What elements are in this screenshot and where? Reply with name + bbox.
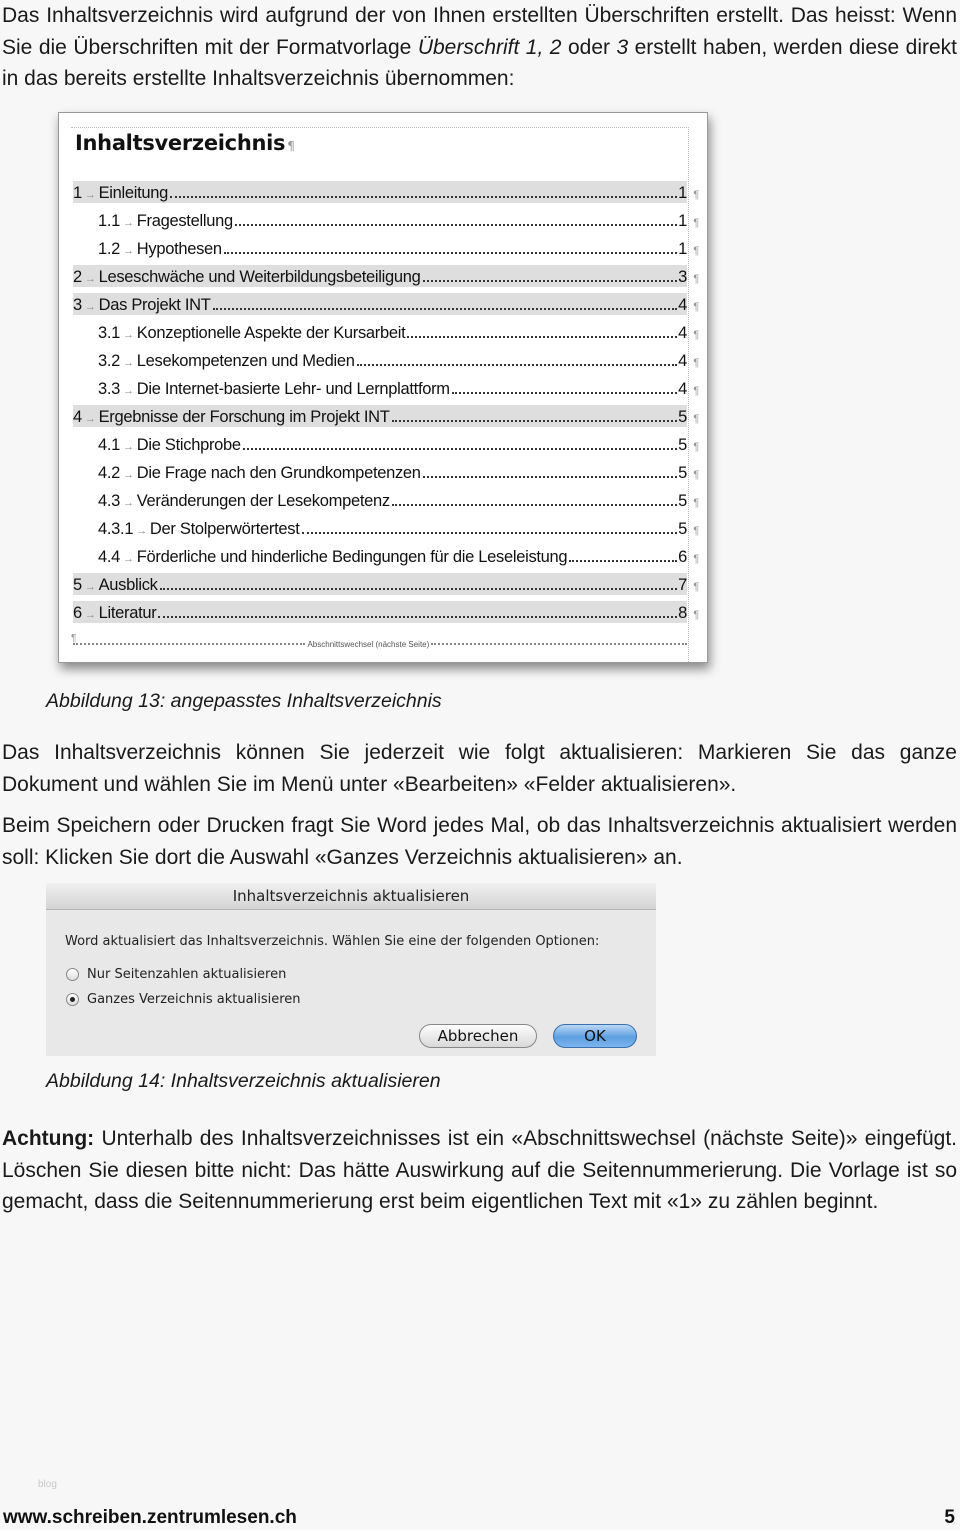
option-whole-toc[interactable] <box>66 992 301 1007</box>
toc-entry-number: 3.2 <box>98 352 121 370</box>
update-toc-dialog <box>46 883 656 1056</box>
toc-entry <box>73 489 699 511</box>
toc-entry-page: 5 <box>678 520 687 538</box>
pilcrow-icon: ¶ <box>693 581 699 593</box>
leader-dots <box>423 476 677 478</box>
toc-entry-text: Die Frage nach den Grundkompetenzen <box>136 464 421 482</box>
toc-entry <box>73 601 699 623</box>
toc-entry-text: Konzeptionelle Aspekte der Kursarbeit <box>136 324 406 342</box>
toc-entry-number: 1 <box>73 184 82 202</box>
toc-entry-number: 1.2 <box>98 240 121 258</box>
toc-entry-number: 4.1 <box>98 436 121 454</box>
toc-entry-text: Veränderungen der Lesekompetenz <box>136 492 390 510</box>
leader-dots <box>407 336 677 338</box>
leader-dots <box>235 224 677 226</box>
radio-selected-icon[interactable] <box>66 993 79 1006</box>
leader-dots <box>392 420 678 422</box>
leader-dots <box>160 588 677 590</box>
toc-entry-page: 4 <box>678 296 687 314</box>
toc-title <box>75 131 295 155</box>
tab-arrow-icon: → <box>84 581 96 593</box>
toc-entry-text: Hypothesen <box>136 240 222 258</box>
intro-emphasis: Überschrift 1, 2 <box>417 35 562 59</box>
leader-dots <box>158 616 677 618</box>
toc-entry-number: 2 <box>73 268 82 286</box>
leader-dots <box>423 280 678 282</box>
warning-label: Achtung: <box>2 1127 95 1150</box>
pilcrow-icon: ¶ <box>693 469 699 481</box>
warning-text: Unterhalb des Inhaltsverzeichnisses ist ein «Abschnittswechsel (nächste Seite)» eingefügt. Löschen Sie diesen bitte nicht: Das hätte Auswirkung auf die Seitennummerierung. Die Vorlage ist so gemacht, dass die Seitennummerierung erst beim eigentlichen Text mit «1» zu zählen beginnt. <box>2 1127 957 1213</box>
radio-icon[interactable] <box>66 968 79 981</box>
intro-text-end: erstellt haben, werden diese direkt in das bereits erstellte Inhaltsverzeichnis übernommen: <box>2 35 958 90</box>
toc-entry <box>73 265 699 287</box>
toc-entry-number: 4.3.1 <box>98 520 134 538</box>
intro-paragraph <box>2 0 957 95</box>
toc-entry-page: 4 <box>678 352 687 370</box>
toc-entry-number: 4.4 <box>98 548 121 566</box>
toc-entry-page: 5 <box>678 492 687 510</box>
toc-entry <box>73 461 699 483</box>
toc-entry-text: Literatur <box>98 604 157 622</box>
toc-entry-page: 1 <box>678 184 687 202</box>
cancel-button[interactable]: Abbrechen <box>419 1024 537 1048</box>
tab-arrow-icon: → <box>123 357 134 369</box>
intro-emphasis-2: 3 <box>616 35 629 59</box>
page-number: 5 <box>944 1507 955 1528</box>
warning-paragraph <box>2 1123 957 1218</box>
save-paragraph: Beim Speichern oder Drucken fragt Sie Word jedes Mal, ob das Inhaltsverzeichnis aktualisiert werden soll: Klicken Sie dort die Auswahl «Ganzes Verzeichnis aktualisieren» an. <box>2 814 957 869</box>
tab-arrow-icon: → <box>84 413 96 425</box>
toc-entry-number: 5 <box>73 576 82 594</box>
pilcrow-icon: ¶ <box>287 139 295 153</box>
leader-dots <box>392 504 677 506</box>
intro-text: Das Inhaltsverzeichnis wird aufgrund der von Ihnen erstellten Überschriften erstellt. Das heisst: Wenn Sie die Überschriften mit der Formatvorlage <box>2 4 957 59</box>
toc-entry-number: 3 <box>73 296 82 314</box>
pilcrow-icon: ¶ <box>693 609 699 621</box>
toc-entry-text: Das Projekt INT <box>98 296 211 314</box>
toc-entry-text: Ergebnisse der Forschung im Projekt INT <box>98 408 390 426</box>
toc-entry-page: 3 <box>678 268 687 286</box>
pilcrow-icon: ¶ <box>693 301 699 313</box>
toc-entry <box>73 237 699 259</box>
section-break-label: Abschnittswechsel (nächste Seite) <box>307 639 430 649</box>
toc-entry <box>73 433 699 455</box>
pilcrow-icon: ¶ <box>693 217 699 229</box>
tab-arrow-icon: → <box>84 273 96 285</box>
toc-entry-page: 8 <box>678 604 687 622</box>
update-paragraph: Das Inhaltsverzeichnis können Sie jederzeit wie folgt aktualisieren: Markieren Sie das ganze Dokument und wählen Sie im Menü unter «Bearbeiten» «Felder aktualisieren». <box>2 741 957 796</box>
toc-entry <box>73 377 699 399</box>
toc-entry <box>73 405 699 427</box>
toc-entry <box>73 545 699 567</box>
pilcrow-icon: ¶ <box>693 329 699 341</box>
pilcrow-icon: ¶ <box>693 245 699 257</box>
figure-caption-14: Abbildung 14: Inhaltsverzeichnis aktualisieren <box>46 1070 441 1092</box>
option-page-numbers[interactable] <box>66 967 286 982</box>
pilcrow-icon: ¶ <box>693 357 699 369</box>
toc-entry-text: Ausblick <box>98 576 158 594</box>
tab-arrow-icon: → <box>123 385 134 397</box>
toc-entry-page: 1 <box>678 212 687 230</box>
toc-entry-number: 6 <box>73 604 82 622</box>
toc-entry-text: Fragestellung <box>136 212 233 230</box>
toc-entry-page: 4 <box>678 380 687 398</box>
watermark: blog <box>38 1479 57 1490</box>
toc-entry-text: Die Stichprobe <box>136 436 241 454</box>
toc-screenshot <box>58 112 708 663</box>
toc-entry-number: 1.1 <box>98 212 121 230</box>
dialog-title: Inhaltsverzeichnis aktualisieren <box>46 883 656 910</box>
leader-dots <box>452 392 677 394</box>
tab-arrow-icon: → <box>136 525 147 537</box>
toc-entry-text: Einleitung <box>98 184 169 202</box>
toc-entry <box>73 349 699 371</box>
tab-arrow-icon: → <box>123 329 134 341</box>
toc-entry-page: 6 <box>678 548 687 566</box>
tab-arrow-icon: → <box>84 301 96 313</box>
ok-button[interactable]: OK <box>553 1024 637 1048</box>
pilcrow-icon: ¶ <box>693 441 699 453</box>
toc-entry-text: Förderliche und hinderliche Bedingungen für die Leseleistung <box>136 548 568 566</box>
toc-entry-text: Lesekompetenzen und Medien <box>136 352 355 370</box>
toc-entry-number: 4 <box>73 408 82 426</box>
tab-arrow-icon: → <box>123 441 134 453</box>
pilcrow-icon: ¶ <box>693 273 699 285</box>
pilcrow-icon: ¶ <box>693 413 699 425</box>
toc-entry-page: 5 <box>678 436 687 454</box>
option-page-numbers-label: Nur Seitenzahlen aktualisieren <box>87 967 287 982</box>
toc-entry-number: 4.3 <box>98 492 121 510</box>
pilcrow-icon: ¶ <box>693 385 699 397</box>
leader-dots <box>357 364 678 366</box>
footer-url[interactable]: www.schreiben.zentrumlesen.ch <box>3 1507 297 1528</box>
toc-entry-page: 4 <box>678 324 687 342</box>
toc-entry <box>73 517 699 539</box>
toc-entry-number: 4.2 <box>98 464 121 482</box>
leader-dots <box>569 560 677 562</box>
toc-entry-page: 1 <box>678 240 687 258</box>
toc-entry <box>73 573 699 595</box>
toc-entry-number: 3.1 <box>98 324 121 342</box>
tab-arrow-icon: → <box>123 469 134 481</box>
pilcrow-icon: ¶ <box>693 189 699 201</box>
tab-arrow-icon: → <box>123 553 134 565</box>
toc-entry-text: Die Internet-basierte Lehr- und Lernplattform <box>136 380 450 398</box>
leader-dots <box>213 308 678 310</box>
pilcrow-icon: ¶ <box>71 633 77 644</box>
toc-entry <box>73 321 699 343</box>
toc-entry-text: Leseschwäche und Weiterbildungsbeteiligung <box>98 268 421 286</box>
pilcrow-icon: ¶ <box>693 525 699 537</box>
toc-entry <box>73 293 699 315</box>
tab-arrow-icon: → <box>123 497 134 509</box>
toc-entry-text: Der Stolperwörtertest <box>149 520 300 538</box>
toc-entry-number: 3.3 <box>98 380 121 398</box>
toc-entry-page: 5 <box>678 408 687 426</box>
pilcrow-icon: ¶ <box>693 497 699 509</box>
tab-arrow-icon: → <box>84 189 96 201</box>
leader-dots <box>243 448 677 450</box>
leader-dots <box>224 252 677 254</box>
figure-caption-13: Abbildung 13: angepasstes Inhaltsverzeichnis <box>46 690 442 712</box>
section-break <box>71 633 687 651</box>
toc-entry-page: 5 <box>678 464 687 482</box>
option-whole-toc-label: Ganzes Verzeichnis aktualisieren <box>87 992 301 1007</box>
toc-title-text: Inhaltsverzeichnis <box>75 131 286 155</box>
toc-entry-page: 7 <box>678 576 687 594</box>
dialog-message: Word aktualisiert das Inhaltsverzeichnis. Wählen Sie eine der folgenden Optionen: <box>65 934 600 949</box>
tab-arrow-icon: → <box>123 245 134 257</box>
intro-text-mid: oder <box>561 35 617 59</box>
toc-entry <box>73 181 699 203</box>
tab-arrow-icon: → <box>84 609 96 621</box>
pilcrow-icon: ¶ <box>693 553 699 565</box>
toc-entry <box>73 209 699 231</box>
leader-dots <box>302 532 678 534</box>
tab-arrow-icon: → <box>123 217 134 229</box>
leader-dots <box>170 196 677 198</box>
